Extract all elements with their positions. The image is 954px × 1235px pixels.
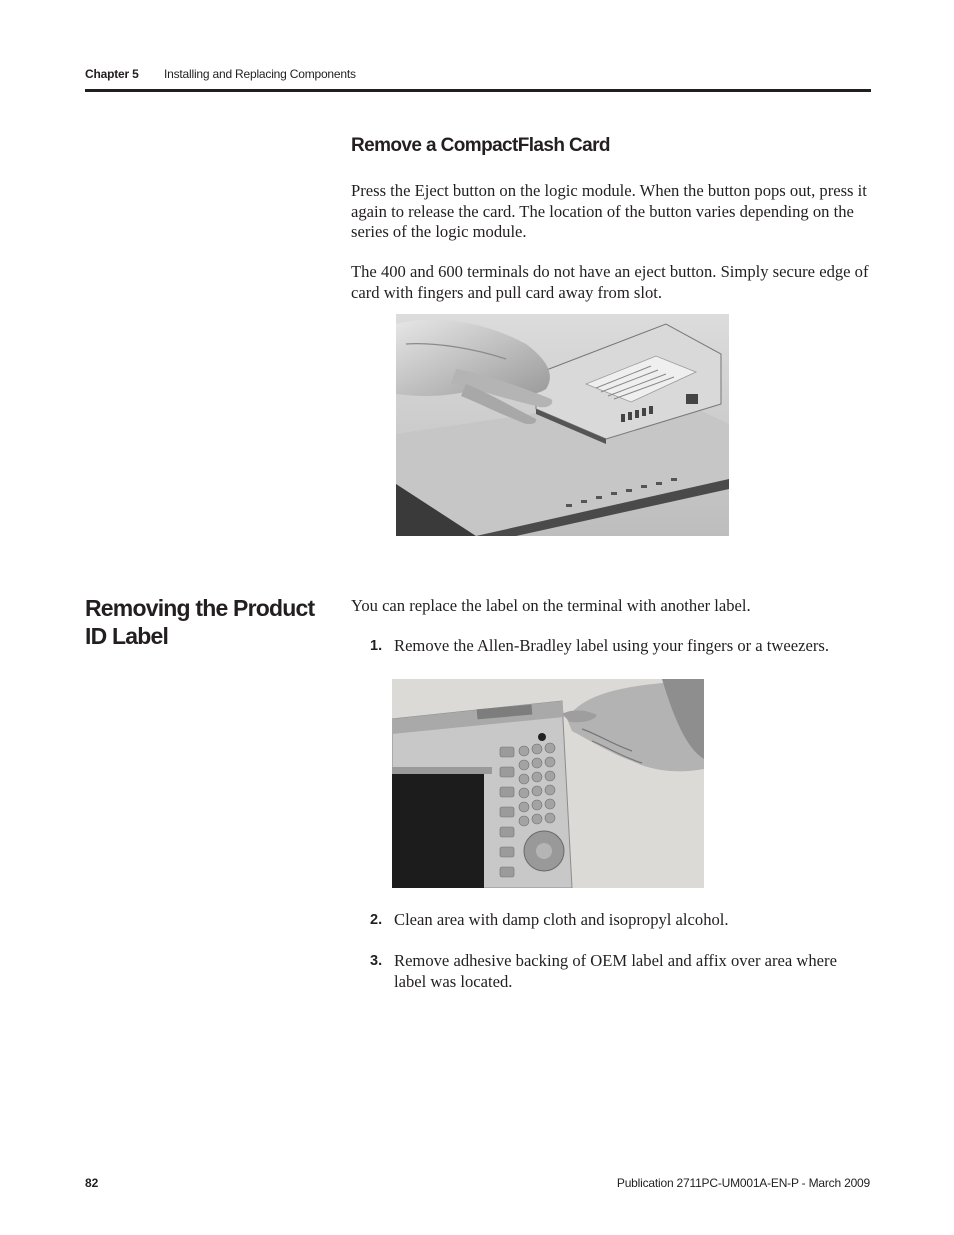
step-text: Remove adhesive backing of OEM label and affix over area where label was located. <box>394 951 837 991</box>
step-number: 3. <box>370 953 383 969</box>
step-text: Clean area with damp cloth and isopropyl alcohol. <box>394 910 729 929</box>
step-item <box>370 910 870 932</box>
product-label-removal-photo <box>392 679 704 888</box>
paragraph-replace-label: You can replace the label on the terminal with another label. <box>351 596 751 615</box>
section-heading-remove-compactflash: Remove a CompactFlash Card <box>351 135 610 156</box>
step-item <box>370 951 870 995</box>
header-rule <box>85 89 871 92</box>
publication-info: Publication 2711PC-UM001A-EN-P - March 2009 <box>616 1176 870 1190</box>
step-text: Remove the Allen-Bradley label using your fingers or a tweezers. <box>394 636 829 655</box>
paragraph-no-eject-button: The 400 and 600 terminals do not have an eject button. Simply secure edge of card with fingers and pull card away from slot. <box>351 262 869 302</box>
step-item <box>370 636 870 658</box>
step-number: 2. <box>370 912 383 928</box>
compactflash-removal-photo <box>396 314 729 536</box>
chapter-title: Installing and Replacing Components <box>164 67 356 81</box>
step-number: 1. <box>370 638 383 654</box>
paragraph-eject-button: Press the Eject button on the logic module. When the button pops out, press it again to release the card. The location of the button varies depending on the series of the logic module. <box>351 181 867 242</box>
chapter-label: Chapter 5 <box>85 67 139 81</box>
page-number: 82 <box>85 1176 99 1190</box>
section-heading-removing-product-id-label: Removing the Product ID Label <box>85 595 315 649</box>
